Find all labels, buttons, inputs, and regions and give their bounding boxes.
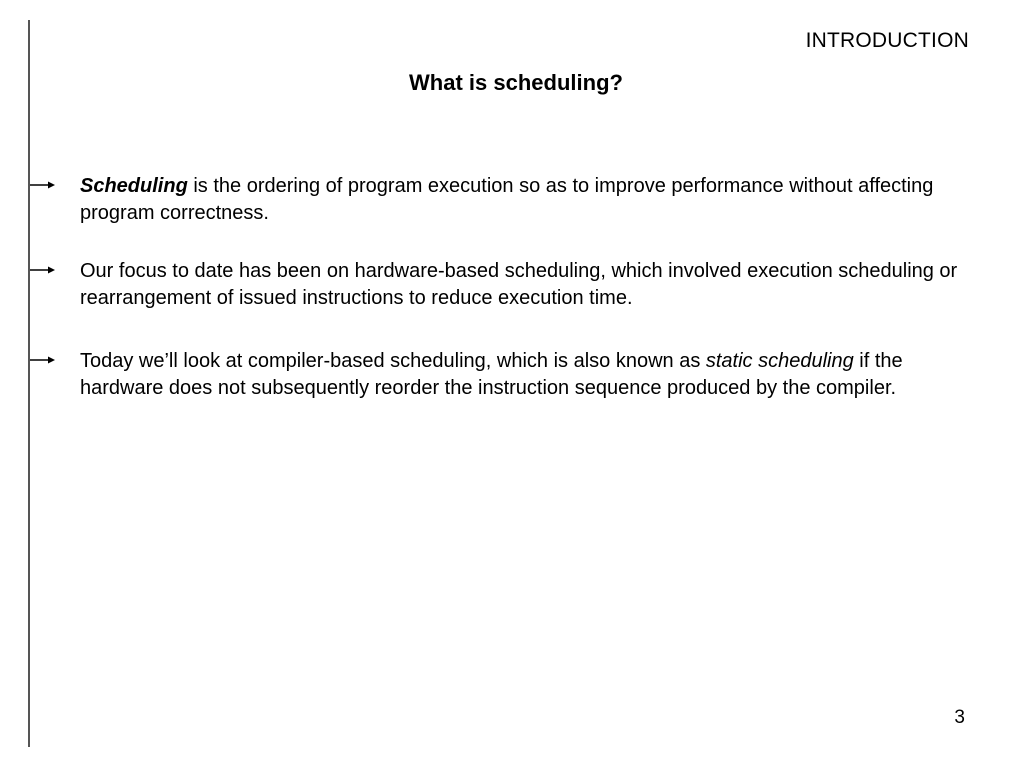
bullet-body-before: Today we’ll look at compiler-based scheduling, which is also known as	[80, 350, 706, 372]
page-number: 3	[954, 707, 965, 728]
right-arrow-icon	[30, 173, 80, 190]
scheduling-term: Scheduling	[80, 175, 188, 197]
bullet-item-3	[30, 348, 980, 402]
bullet-text: Our focus to date has been on hardware-based scheduling, which involved execution scheduling or rearrangement of issued instructions to reduce execution time.	[80, 260, 958, 309]
bullet-item-1	[30, 173, 980, 227]
slide-title: What is scheduling?	[409, 70, 623, 95]
bullet-text	[80, 173, 980, 227]
bullet-body: is the ordering of program execution so as to improve performance without affecting program correctness.	[80, 175, 934, 224]
right-arrow-icon	[30, 258, 80, 275]
section-label: INTRODUCTION	[805, 29, 969, 52]
bullet-body-after: if the hardware does not subsequently reorder the instruction sequence produced by the compiler.	[80, 350, 903, 399]
static-scheduling-term: static scheduling	[705, 350, 854, 372]
right-arrow-icon	[30, 348, 80, 365]
bullet-text	[80, 348, 980, 402]
bullet-item-2	[30, 258, 980, 312]
